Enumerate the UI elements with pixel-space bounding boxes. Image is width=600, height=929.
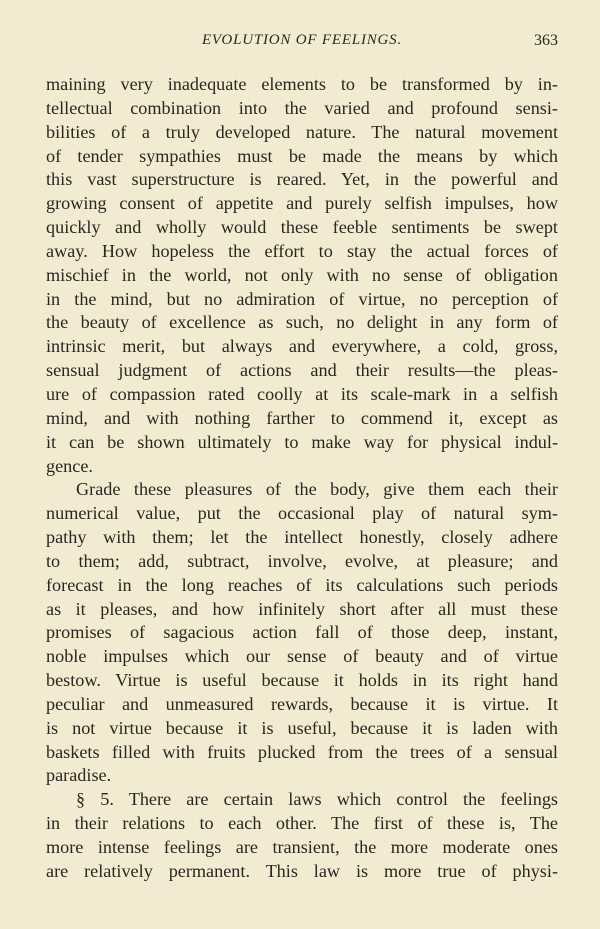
text-line: more intense feelings are transient, the more moderate ones (46, 837, 558, 857)
text-line: of tender sympathies must be made the means by which (46, 145, 558, 166)
text-line: in the mind, but no admiration of virtue, no perception of (46, 288, 558, 309)
text-line: Grade these pleasures of the body, give them each their (76, 479, 558, 500)
text-line: as it pleases, and how infinitely short after all must these (46, 598, 558, 619)
text-line: are relatively permanent. This law is more true of physi- (46, 860, 558, 881)
text-line: sensual judgment of actions and their results—the pleas- (46, 360, 558, 381)
text-line: § 5. There are certain laws which control the feelings (76, 789, 558, 810)
text-line: it can be shown ultimately to make way for physical indul- (46, 431, 558, 452)
text-line: in their relations to each other. The first of these is, The (46, 813, 558, 834)
text-line: mischief in the world, not only with no sense of obligation (46, 264, 558, 285)
text-line: tellectual combination into the varied and profound sensi- (46, 97, 558, 118)
text-line: ure of compassion rated coolly at its scale-mark in a selfish (46, 383, 558, 404)
text-line: away. How hopeless the effort to stay the actual forces of (46, 240, 558, 261)
text-line: numerical value, put the occasional play of natural sym- (46, 503, 558, 524)
text-line: bilities of a truly developed nature. The natural movement (46, 121, 558, 142)
page-number: 363 (534, 32, 558, 49)
text-line: forecast in the long reaches of its calculations such periods (46, 574, 558, 595)
text-line: this vast superstructure is reared. Yet, in the powerful and (46, 169, 558, 190)
text-line: intrinsic merit, but always and everywhere, a cold, gross, (46, 336, 558, 357)
running-title: EVOLUTION OF FEELINGS. (201, 32, 403, 48)
text-line: is not virtue because it is useful, because it is laden with (46, 717, 558, 738)
text-line: quickly and wholly would these feeble sentiments be swept (46, 217, 558, 238)
text-line: peculiar and unmeasured rewards, because it is virtue. It (46, 693, 558, 714)
text-line: bestow. Virtue is useful because it holds in its right hand (46, 670, 558, 691)
text-line: noble impulses which our sense of beauty and of virtue (46, 646, 558, 667)
text-line: mind, and with nothing farther to commend it, except as (46, 407, 558, 428)
text-line: pathy with them; let the intellect honestly, closely adhere (46, 527, 558, 548)
text-line: gence. (46, 455, 93, 476)
text-line: maining very inadequate elements to be transformed by in- (46, 74, 558, 94)
text-line: the beauty of excellence as such, no delight in any form of (46, 312, 558, 333)
text-line: to them; add, subtract, involve, evolve, at pleasure; and (46, 550, 558, 571)
page-body-text (46, 73, 558, 884)
text-line: baskets filled with fruits plucked from the trees of a sensual (46, 741, 558, 762)
text-line: promises of sagacious action fall of those deep, instant, (46, 622, 558, 643)
text-line: paradise. (46, 765, 112, 786)
text-line: growing consent of appetite and purely selfish impulses, how (46, 193, 558, 214)
running-header (46, 32, 558, 56)
